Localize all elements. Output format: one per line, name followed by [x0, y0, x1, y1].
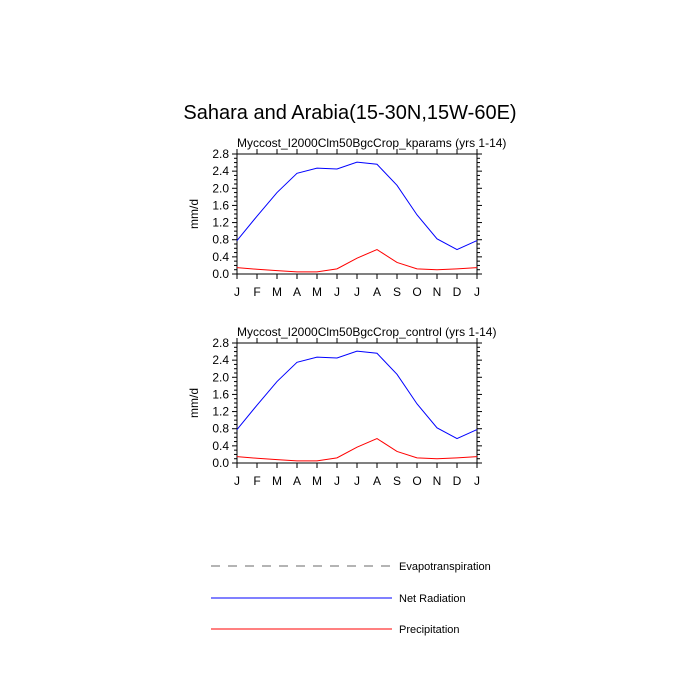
series-line-net-radiation: [237, 351, 477, 438]
x-tick-label: J: [334, 285, 340, 299]
x-tick-label: M: [272, 474, 282, 488]
y-tick-label: 0.8: [212, 232, 229, 247]
x-tick-label: J: [474, 285, 480, 299]
x-tick-label: N: [432, 285, 442, 299]
chart-panels: [187, 136, 506, 488]
chart-panel-2: [187, 325, 496, 488]
x-tick-label: D: [452, 285, 462, 299]
y-tick-label: 2.8: [212, 147, 229, 161]
y-tick-label: 2.0: [212, 181, 229, 196]
y-tick-label: 2.0: [212, 370, 229, 385]
plot-frame: [237, 343, 477, 463]
y-tick-label: 1.2: [212, 404, 229, 419]
y-tick-label: 1.2: [212, 215, 229, 230]
x-tick-label: O: [412, 474, 422, 488]
y-axis-label: mm/d: [187, 199, 201, 229]
x-tick-label: F: [253, 474, 261, 488]
legend-item-precipitation: [211, 624, 460, 636]
x-tick-label: A: [292, 285, 302, 299]
y-tick-label: 0.4: [212, 438, 229, 453]
series-line-net-radiation: [237, 162, 477, 249]
legend-item-evapotranspiration: [211, 561, 491, 573]
series-line-precipitation: [237, 250, 477, 272]
x-tick-label: J: [334, 474, 340, 488]
x-tick-label: F: [253, 285, 261, 299]
legend-label: Evapotranspiration: [399, 561, 491, 573]
chart-title: Myccost_I2000Clm50BgcCrop_kparams (yrs 1-14): [237, 136, 507, 150]
x-tick-label: D: [452, 474, 462, 488]
x-tick-label: A: [372, 474, 382, 488]
legend-label: Net Radiation: [399, 593, 466, 605]
y-tick-label: 2.8: [212, 336, 229, 350]
x-tick-label: J: [234, 474, 240, 488]
x-tick-label: S: [392, 474, 402, 488]
chart-panel-1: [187, 136, 506, 299]
legend-item-net-radiation: [211, 593, 466, 605]
x-tick-label: M: [312, 474, 322, 488]
series-line-precipitation: [237, 439, 477, 461]
y-tick-label: 2.4: [212, 164, 229, 179]
chart-title: Myccost_I2000Clm50BgcCrop_control (yrs 1-14): [237, 325, 497, 339]
x-tick-label: J: [234, 285, 240, 299]
y-tick-label: 0.0: [212, 456, 229, 470]
y-tick-label: 0.0: [212, 267, 229, 281]
x-tick-label: S: [392, 285, 402, 299]
x-tick-label: A: [372, 285, 382, 299]
x-tick-label: J: [354, 474, 360, 488]
page-title: Sahara and Arabia(15-30N,15W-60E): [183, 102, 517, 124]
y-axis-label: mm/d: [187, 388, 201, 418]
y-tick-label: 0.8: [212, 421, 229, 436]
y-tick-label: 1.6: [212, 387, 229, 402]
x-tick-label: J: [354, 285, 360, 299]
x-tick-label: N: [432, 474, 442, 488]
x-tick-label: J: [474, 474, 480, 488]
legend: [211, 561, 491, 636]
x-tick-label: M: [272, 285, 282, 299]
x-tick-label: M: [312, 285, 322, 299]
y-tick-label: 2.4: [212, 353, 229, 368]
legend-label: Precipitation: [399, 624, 460, 636]
y-tick-label: 1.6: [212, 198, 229, 213]
y-tick-label: 0.4: [212, 249, 229, 264]
x-tick-label: O: [412, 285, 422, 299]
x-tick-label: A: [292, 474, 302, 488]
plot-frame: [237, 154, 477, 274]
